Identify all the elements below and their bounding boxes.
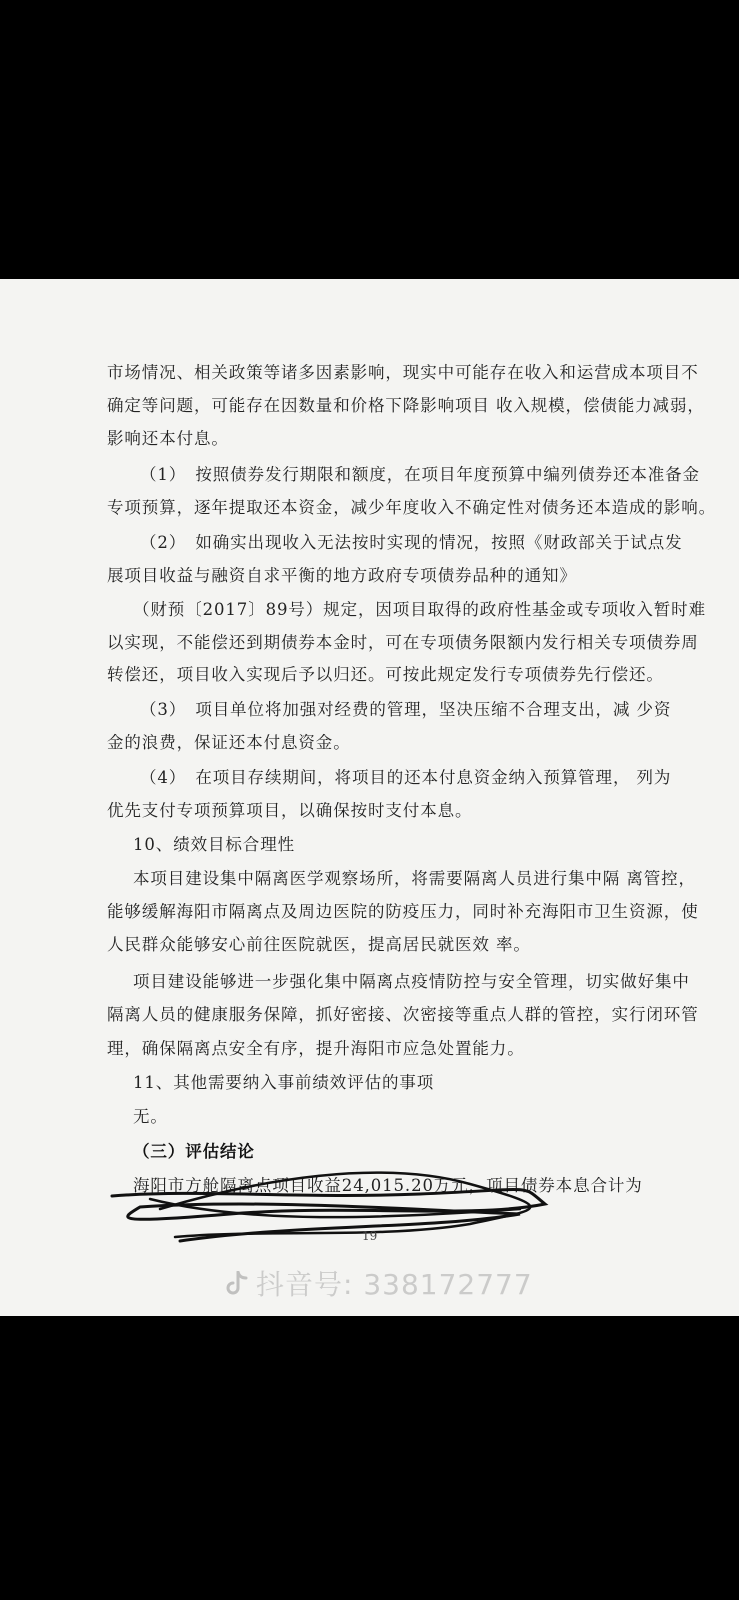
text-line: 理，确保隔离点安全有序，提升海阳市应急处置能力。 — [107, 1039, 525, 1058]
text-line: 项目建设能够进一步强化集中隔离点疫情防控与安全管理，切实做好集中 — [133, 972, 690, 991]
text-line: 市场情况、相关政策等诸多因素影响，现实中可能存在收入和运营成本项目不 — [107, 363, 699, 382]
text-line: （4） 在项目存续期间，将项目的还本付息资金纳入预算管理， 列为 — [140, 768, 672, 787]
document-page — [0, 279, 739, 1316]
text-line: 本项目建设集中隔离医学观察场所，将需要隔离人员进行集中隔 离管控， — [133, 869, 696, 888]
text-line: 专项预算，逐年提取还本资金，减少年度收入不确定性对债务还本造成的影响。 — [107, 498, 716, 517]
text-line: 影响还本付息。 — [107, 429, 229, 448]
text-line: 优先支付专项预算项目，以确保按时支付本息。 — [107, 801, 473, 820]
text-line: 人民群众能够安心前往医院就医，提高居民就医效 率。 — [107, 935, 531, 954]
text-line: 展项目收益与融资自求平衡的地方政府专项债券品种的通知》 — [107, 566, 577, 585]
text-line: 确定等问题，可能存在因数量和价格下降影响项目 收入规模，偿债能力减弱， — [107, 396, 705, 415]
page-number: 19 — [362, 1229, 378, 1243]
watermark — [226, 1263, 533, 1303]
text-line: 无。 — [133, 1107, 168, 1126]
text-line: 能够缓解海阳市隔离点及周边医院的防疫压力，同时补充海阳市卫生资源，使 — [107, 902, 699, 921]
text-line: （1） 按照债券发行期限和额度，在项目年度预算中编列债券还本准备金 — [140, 465, 700, 484]
tiktok-icon — [226, 1271, 248, 1297]
text-line: 以实现，不能偿还到期债券本金时，可在专项债务限额内发行相关专项债券周 — [107, 633, 699, 652]
section-heading: 10、绩效目标合理性 — [133, 835, 295, 854]
text-line: （2） 如确实出现收入无法按时实现的情况，按照《财政部关于试点发 — [140, 533, 683, 552]
text-line: （财预〔2017〕89号）规定，因项目取得的政府性基金或专项收入暂时难 — [133, 600, 706, 619]
text-line: 隔离人员的健康服务保障，抓好密接、次密接等重点人群的管控，实行闭环管 — [107, 1005, 699, 1024]
redaction-scribble — [0, 279, 739, 1316]
text-line: 金的浪费，保证还本付息资金。 — [107, 733, 351, 752]
text-line: （3） 项目单位将加强对经费的管理，坚决压缩不合理支出，减 少资 — [140, 700, 672, 719]
text-line: 海阳市方舱隔离点项目收益24,015.20万元，项目债券本息合计为 — [133, 1176, 643, 1195]
section-heading: 11、其他需要纳入事前绩效评估的事项 — [133, 1073, 435, 1092]
text-line: 转偿还，项目收入实现后予以归还。可按此规定发行专项债券先行偿还。 — [107, 665, 664, 684]
section-heading: （三）评估结论 — [133, 1142, 255, 1161]
watermark-text: 抖音号: 338172777 — [256, 1268, 533, 1301]
